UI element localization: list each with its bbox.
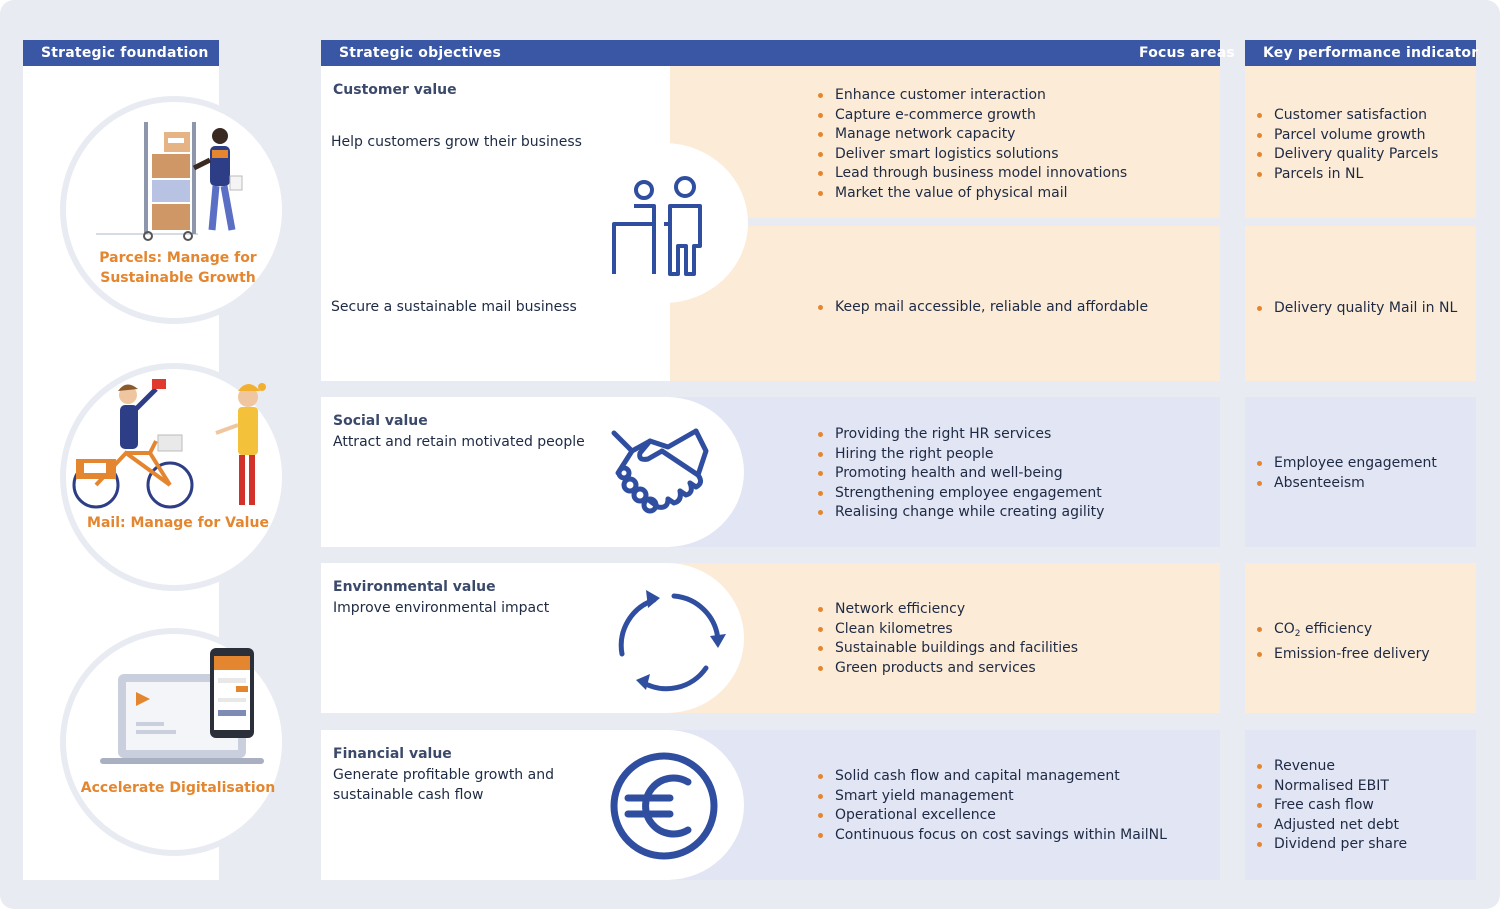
header-objectives-label: Strategic objectives bbox=[339, 45, 501, 61]
kpi-item: Parcel volume growth bbox=[1257, 126, 1438, 146]
focus-item: Market the value of physical mail bbox=[818, 184, 1127, 204]
customer-focus-list-2 bbox=[818, 298, 1148, 318]
kpi-item: Free cash flow bbox=[1257, 796, 1407, 816]
focus-item: Promoting health and well-being bbox=[818, 464, 1104, 484]
focus-item: Network efficiency bbox=[818, 600, 1078, 620]
focus-item: Clean kilometres bbox=[818, 620, 1078, 640]
environmental-focus-list bbox=[818, 600, 1078, 678]
header-focus-areas: Focus areas bbox=[1139, 45, 1235, 61]
focus-item: Strengthening employee engagement bbox=[818, 484, 1104, 504]
social-kpi-list bbox=[1257, 454, 1437, 493]
header-kpi: Key performance indicator bbox=[1245, 40, 1476, 66]
social-objective: Attract and retain motivated people bbox=[333, 434, 585, 450]
focus-item: Manage network capacity bbox=[818, 125, 1127, 145]
kpi-item: Dividend per share bbox=[1257, 835, 1407, 855]
kpi-item: Delivery quality Mail in NL bbox=[1257, 299, 1457, 319]
financial-kpi-list bbox=[1257, 757, 1407, 855]
kpi-item-co2-efficiency bbox=[1257, 620, 1430, 645]
foundation-circle-digital bbox=[60, 628, 288, 856]
environmental-objective: Improve environmental impact bbox=[333, 600, 550, 616]
customer-focus-list-1 bbox=[818, 86, 1127, 203]
customer-service-desk-icon bbox=[608, 176, 708, 278]
focus-item: Continuous focus on cost savings within MailNL bbox=[818, 826, 1167, 846]
customer-kpi-list-2 bbox=[1257, 299, 1457, 319]
kpi-item: Revenue bbox=[1257, 757, 1407, 777]
kpi-item: Normalised EBIT bbox=[1257, 777, 1407, 797]
focus-item: Operational excellence bbox=[818, 806, 1167, 826]
handshake-icon bbox=[610, 425, 710, 525]
financial-value-title: Financial value bbox=[333, 746, 452, 762]
focus-item: Enhance customer interaction bbox=[818, 86, 1127, 106]
foundation-label-digital: Accelerate Digitalisation bbox=[80, 780, 276, 796]
header-strategic-foundation: Strategic foundation bbox=[23, 40, 219, 66]
customer-kpi-list-1 bbox=[1257, 106, 1438, 184]
focus-item: Realising change while creating agility bbox=[818, 503, 1104, 523]
focus-item: Hiring the right people bbox=[818, 445, 1104, 465]
focus-item: Smart yield management bbox=[818, 787, 1167, 807]
focus-item: Deliver smart logistics solutions bbox=[818, 145, 1127, 165]
foundation-label-mail: Mail: Manage for Value bbox=[87, 515, 269, 531]
foundation-label-parcels: Parcels: Manage for Sustainable Growth bbox=[99, 250, 257, 286]
environmental-kpi-list bbox=[1257, 620, 1430, 664]
focus-item: Providing the right HR services bbox=[818, 425, 1104, 445]
financial-objective: Generate profitable growth and sustainable cash flow bbox=[333, 767, 554, 803]
foundation-circle-mail bbox=[60, 363, 288, 591]
focus-item: Sustainable buildings and facilities bbox=[818, 639, 1078, 659]
mail-delivery-bicycle-icon bbox=[66, 369, 282, 585]
laptop-phone-icon bbox=[66, 634, 282, 850]
environmental-value-title: Environmental value bbox=[333, 579, 496, 595]
co2-suffix: efficiency bbox=[1300, 621, 1373, 637]
focus-item: Lead through business model innovations bbox=[818, 164, 1127, 184]
euro-icon bbox=[608, 750, 720, 862]
customer-objective-1: Help customers grow their business bbox=[331, 134, 582, 150]
kpi-item: Employee engagement bbox=[1257, 454, 1437, 474]
focus-item: Keep mail accessible, reliable and affordable bbox=[818, 298, 1148, 318]
co2-subscript: 2 bbox=[1294, 629, 1301, 639]
financial-focus-list bbox=[818, 767, 1167, 845]
co2-prefix: CO bbox=[1274, 621, 1295, 637]
customer-value-title: Customer value bbox=[333, 82, 457, 98]
social-focus-list bbox=[818, 425, 1104, 523]
recycle-arrows-icon bbox=[612, 582, 728, 698]
kpi-item: Delivery quality Parcels bbox=[1257, 145, 1438, 165]
focus-item: Solid cash flow and capital management bbox=[818, 767, 1167, 787]
header-strategic-objectives bbox=[321, 40, 1235, 66]
kpi-item: Adjusted net debt bbox=[1257, 816, 1407, 836]
customer-objective-2: Secure a sustainable mail business bbox=[331, 299, 577, 315]
kpi-item: Emission-free delivery bbox=[1257, 645, 1430, 665]
kpi-item: Absenteeism bbox=[1257, 474, 1437, 494]
focus-item: Capture e-commerce growth bbox=[818, 106, 1127, 126]
social-value-title: Social value bbox=[333, 413, 428, 429]
kpi-item: Parcels in NL bbox=[1257, 165, 1438, 185]
kpi-item: Customer satisfaction bbox=[1257, 106, 1438, 126]
focus-item: Green products and services bbox=[818, 659, 1078, 679]
foundation-circle-parcels bbox=[60, 96, 288, 324]
